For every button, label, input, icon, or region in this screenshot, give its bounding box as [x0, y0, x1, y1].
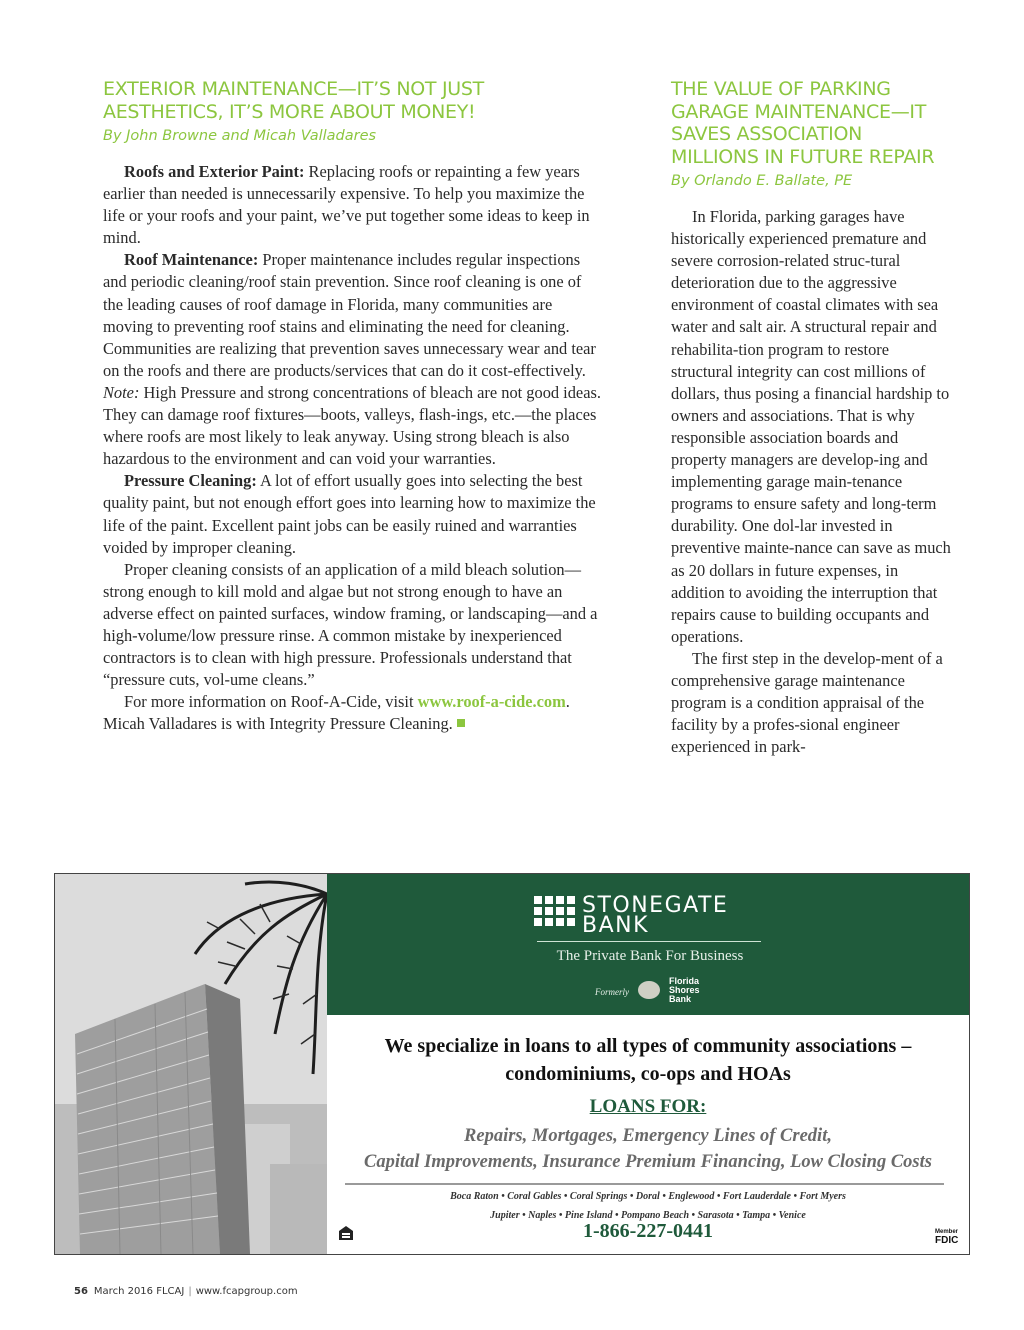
locations-line: Boca Raton • Coral Gables • Coral Springs • Doral • Englewood • Fort Lauderdale • Fort Myers: [450, 1191, 846, 1202]
bank-name-line: STONEGATE: [582, 893, 729, 918]
stonegate-logo: [534, 893, 729, 939]
loans-for-heading: LOANS FOR:: [589, 1096, 707, 1117]
headline-line: We specialize in loans to all types of community associations –: [384, 1035, 912, 1057]
former-bank-name: [669, 977, 700, 1004]
note-paragraph: [103, 382, 603, 470]
former-bank-line: Florida: [669, 976, 700, 986]
note-label: Note:: [103, 382, 140, 402]
divider: [345, 1183, 944, 1185]
paragraph: [103, 470, 603, 558]
building-photo: [55, 874, 327, 1254]
former-bank-line: Shores: [669, 985, 700, 995]
issue-info: March 2016 FLCAJ: [93, 1286, 185, 1297]
fdic-member-label: Member: [935, 1229, 959, 1235]
bank-name: [582, 893, 729, 938]
paragraph-text: High Pressure and strong concentrations of bleach are not good ideas. They can damage roof fixtures—boots, valleys, flash-ings, etc.—the places where roofs are most likely to leak anyway. Using strong bleach is also hazardous to the environment and can void your warranties.: [103, 382, 601, 469]
left-article: [103, 78, 603, 735]
paragraph: [103, 161, 603, 249]
locations-line: Jupiter • Naples • Pine Island • Pompano Beach • Sarasota • Tampa • Venice: [490, 1210, 806, 1221]
paragraph-text: . Micah Valladares is with Integrity Pressure Cleaning.: [103, 692, 570, 734]
divider: [537, 941, 761, 942]
formerly-label: Formerly: [595, 987, 629, 997]
loan-types-line: Repairs, Mortgages, Emergency Lines of Credit,: [464, 1126, 832, 1146]
paragraph-text: For more information on Roof-A-Cide, visit: [124, 692, 418, 712]
article-title: EXTERIOR MAINTENANCE—IT’S NOT JUST AESTHETICS, IT’S MORE ABOUT MONEY!: [103, 78, 484, 123]
run-in-heading: Roof Maintenance:: [124, 250, 259, 270]
separator: |: [188, 1286, 192, 1297]
headline-line: condominiums, co-ops and HOAs: [505, 1063, 791, 1085]
run-in-heading: Pressure Cleaning:: [124, 471, 257, 491]
paragraph: [103, 691, 603, 735]
grid-logo-icon: [534, 894, 576, 934]
footer-url[interactable]: www.fcapgroup.com: [195, 1286, 298, 1297]
article-body: [671, 206, 953, 758]
bank-tagline: The Private Bank For Business: [556, 948, 744, 964]
run-in-heading: Roofs and Exterior Paint:: [124, 162, 305, 181]
paragraph-text: Proper maintenance includes regular inspections and periodic cleaning/roof stain prevention. Since roof cleaning is one of the leading causes of roof damage in Florida, many communities are moving to preventing roof stains and eliminating the need for cleaning. Communities are realizing that prevention saves unnecessary wear and tear on the roofs and there are products/services that can do it cost-effectively.: [103, 250, 596, 380]
bank-name-line: BANK: [582, 913, 650, 938]
page-footer: [74, 1286, 298, 1297]
paragraph: [103, 249, 603, 382]
phone-number[interactable]: 1-866-227-0441: [583, 1220, 713, 1242]
article-byline: By Orlando E. Ballate, PE: [671, 173, 853, 189]
shell-logo-icon: [638, 981, 660, 999]
end-mark-icon: [457, 719, 465, 727]
paragraph-text: A lot of effort usually goes into selecting the best quality paint, but not enough effort goes into learning how to maximize the life of the paint. Excellent paint jobs can be easily ruined and warranties voided by improper cleaning.: [103, 471, 596, 557]
page-number: 56: [74, 1286, 88, 1297]
fdic-label: FDIC: [935, 1235, 959, 1246]
fdic-badge: [935, 1229, 958, 1245]
article-byline: By John Browne and Micah Valladares: [103, 128, 377, 144]
paragraph: The first step in the develop-ment of a comprehensive garage maintenance program is a condition appraisal of the facility by a profes-sional engineer experienced in park-: [671, 648, 943, 757]
right-article: [671, 78, 953, 758]
roof-a-cide-link[interactable]: www.roof-a-cide.com: [417, 692, 566, 712]
loan-types: [327, 1123, 969, 1175]
paragraph: Proper cleaning consists of an application of a mild bleach solution—strong enough to kill mold and algae but not strong enough to have an adverse effect on painted surfaces, window framing, or landscaping—and a high-volume/low pressure rinse. A common mistake by inexperienced contractors is to clean with high pressure. Professionals understand that “pressure cuts, vol-ume cleans.”: [103, 559, 598, 690]
article-title: THE VALUE OF PARKING GARAGE MAINTENANCE—IT SAVES ASSOCIATION MILLIONS IN FUTURE REPAIR: [671, 78, 935, 168]
former-bank-line: Bank: [669, 994, 692, 1004]
article-body: [103, 161, 603, 735]
loan-types-line: Capital Improvements, Insurance Premium Financing, Low Closing Costs: [364, 1152, 932, 1172]
paragraph-text: Replacing roofs or repainting a few years earlier than needed is unnecessarily expensive. To help you maximize the life or your roofs and your paint, we’ve put together some ideas to keep in mind.: [103, 162, 590, 248]
stonegate-bank-ad[interactable]: [54, 873, 970, 1255]
ad-headline: [327, 1032, 969, 1088]
palm-tower-illustration: [55, 874, 327, 1254]
paragraph: In Florida, parking garages have historically experienced premature and severe corrosion-related struc-tural deterioration due to the aggressive environment of coastal climates with sea water and salt air. A structural repair and rehabilita-tion program to restore structural integrity can cost millions of dollars, thus posing a financial hardship to owners and associations. That is why responsible association boards and property managers are develop-ing and implementing garage main-tenance programs to ensure safety and long-term durability. One dol-lar invested in preventive mainte-nance can save as much as 20 dollars in future expenses, in addition to avoiding the interruption that repairs cause to building occupants and operations.: [671, 207, 951, 646]
bank-banner: [327, 874, 969, 1015]
